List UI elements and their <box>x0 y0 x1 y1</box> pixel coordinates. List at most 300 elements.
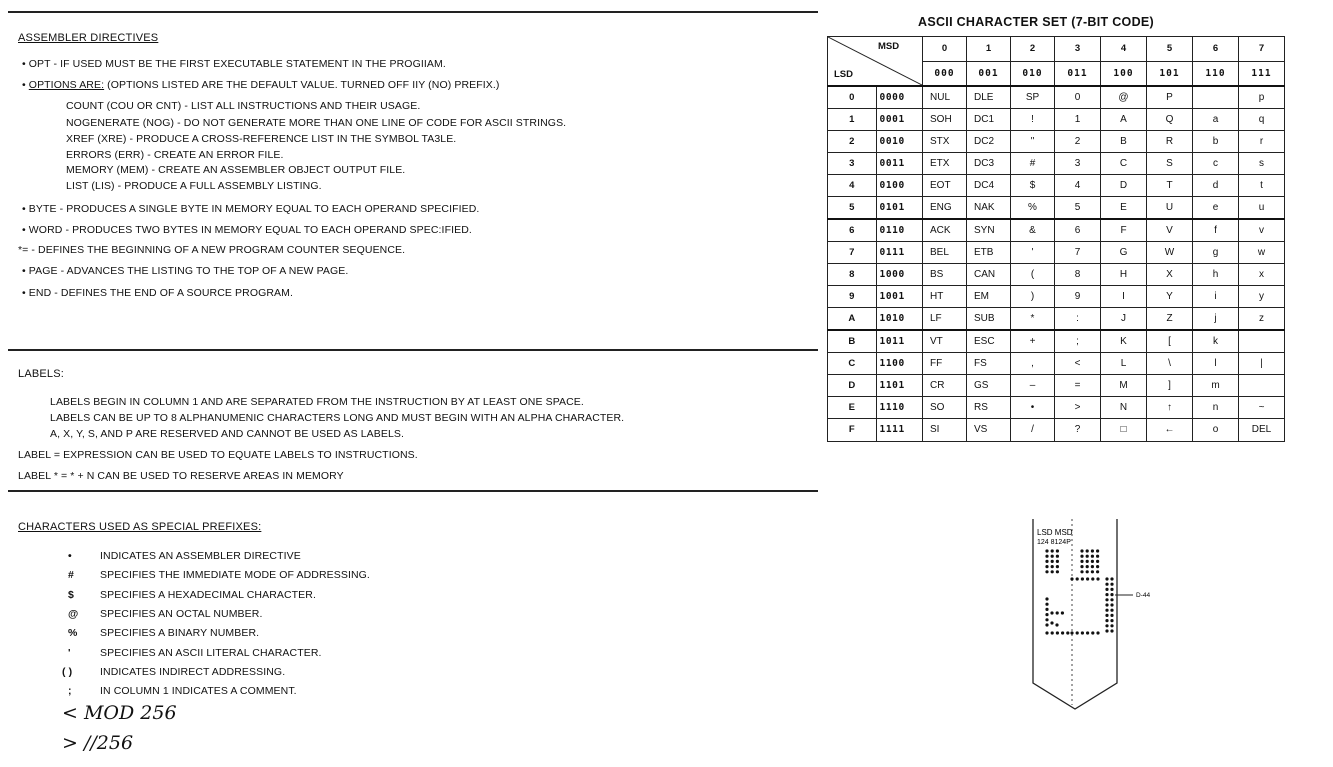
directive-line: COUNT (COU OR CNT) - LIST ALL INSTRUCTIONS AND THEIR USAGE. <box>66 100 421 112</box>
lsd-label: LSD <box>834 69 853 80</box>
msd-label: MSD <box>878 41 900 52</box>
matrix-dot <box>1056 560 1059 563</box>
ascii-cell: SO <box>923 397 967 419</box>
ascii-cell: ? <box>1055 419 1101 441</box>
options-label: OPTIONS ARE: <box>28 79 105 91</box>
lsd-digit: 7 <box>828 241 877 263</box>
ascii-cell: k <box>1193 330 1239 352</box>
msd-digit: 4 <box>1101 37 1147 62</box>
ascii-cell: SI <box>923 419 967 441</box>
matrix-dot <box>1096 577 1099 580</box>
lsd-digit: 9 <box>828 286 877 308</box>
matrix-dot <box>1091 549 1094 552</box>
matrix-dot <box>1110 577 1113 580</box>
ascii-cell: 3 <box>1055 153 1101 175</box>
matrix-dot <box>1056 549 1059 552</box>
ascii-cell: J <box>1101 308 1147 330</box>
lsd-bits: 0010 <box>876 130 923 152</box>
directive-line: • PAGE - ADVANCES THE LISTING TO THE TOP OF A NEW PAGE. <box>22 265 349 277</box>
lsd-digit: A <box>828 308 877 330</box>
ascii-cell <box>1193 86 1239 108</box>
msd-digit: 5 <box>1147 37 1193 62</box>
ascii-cell: DLE <box>967 86 1011 108</box>
labels-line: LABELS CAN BE UP TO 8 ALPHANUMENIC CHARACTERS LONG AND MUST BEGIN WITH AN ALPHA CHARACTER. <box>50 412 625 424</box>
matrix-dot <box>1105 583 1108 586</box>
ascii-cell: 6 <box>1055 219 1101 241</box>
matrix-dot <box>1080 549 1083 552</box>
matrix-dot <box>1080 570 1083 573</box>
matrix-dot <box>1045 613 1048 616</box>
matrix-dot <box>1110 619 1113 622</box>
ascii-cell: 8 <box>1055 264 1101 286</box>
ascii-cell: r <box>1239 130 1285 152</box>
matrix-dot <box>1056 570 1059 573</box>
lsd-bits: 1100 <box>876 352 923 374</box>
matrix-dot <box>1056 565 1059 568</box>
matrix-dot <box>1051 549 1054 552</box>
ascii-cell: SYN <box>967 219 1011 241</box>
matrix-dot <box>1091 560 1094 563</box>
ascii-cell: NAK <box>967 197 1011 219</box>
ascii-cell: P <box>1147 86 1193 108</box>
ascii-cell: e <box>1193 197 1239 219</box>
options-note: (OPTIONS LISTED ARE THE DEFAULT VALUE. TURNED OFF IIY (NO) PREFIX.) <box>104 79 500 91</box>
ascii-cell: • <box>1011 397 1055 419</box>
ascii-cell: DC1 <box>967 108 1011 130</box>
lsd-digit: 5 <box>828 197 877 219</box>
ascii-cell: BS <box>923 264 967 286</box>
matrix-dot <box>1110 614 1113 617</box>
matrix-dot <box>1045 597 1048 600</box>
ascii-cell: h <box>1193 264 1239 286</box>
ascii-cell: M <box>1101 374 1147 396</box>
ascii-cell: # <box>1011 153 1055 175</box>
msd-bits: 100 <box>1101 61 1147 86</box>
directive-line: NOGENERATE (NOG) - DO NOT GENERATE MORE THAN ONE LINE OF CODE FOR ASCII STRINGS. <box>66 117 567 129</box>
ascii-cell: S <box>1147 153 1193 175</box>
prefixes-title: CHARACTERS USED AS SPECIAL PREFIXES: <box>18 521 262 533</box>
ascii-cell: 7 <box>1055 241 1101 263</box>
ascii-cell: ! <box>1011 108 1055 130</box>
matrix-dot <box>1110 609 1113 612</box>
ascii-row <box>828 175 1285 197</box>
matrix-dot <box>1110 629 1113 632</box>
matrix-dot <box>1080 565 1083 568</box>
matrix-dot <box>1080 555 1083 558</box>
matrix-dot <box>1105 609 1108 612</box>
ascii-cell: o <box>1193 419 1239 441</box>
ascii-cell: l <box>1193 352 1239 374</box>
ascii-cell: 1 <box>1055 108 1101 130</box>
directive-line: LIST (LIS) - PRODUCE A FULL ASSEMBLY LISTING. <box>66 180 322 192</box>
matrix-dot <box>1045 565 1048 568</box>
msd-digit: 1 <box>967 37 1011 62</box>
ascii-cell: = <box>1055 374 1101 396</box>
matrix-dot <box>1091 555 1094 558</box>
ascii-row <box>828 330 1285 352</box>
prefix-symbol: $ <box>68 588 74 601</box>
lsd-bits: 0000 <box>876 86 923 108</box>
matrix-dot <box>1110 588 1113 591</box>
ascii-cell: w <box>1239 241 1285 263</box>
matrix-dot <box>1045 603 1048 606</box>
ascii-cell: Y <box>1147 286 1193 308</box>
matrix-dot <box>1050 621 1053 624</box>
matrix-dot <box>1086 565 1089 568</box>
ascii-cell: SUB <box>967 308 1011 330</box>
lsd-bits: 0001 <box>876 108 923 130</box>
matrix-dot <box>1105 588 1108 591</box>
lsd-bits: 1001 <box>876 286 923 308</box>
matrix-dot <box>1105 619 1108 622</box>
ascii-cell: : <box>1055 308 1101 330</box>
lsd-bits: 0110 <box>876 219 923 241</box>
figure-bits-label: 124 8124P <box>1037 539 1071 546</box>
ascii-row <box>828 397 1285 419</box>
ascii-cell: ← <box>1147 419 1193 441</box>
matrix-dot <box>1105 614 1108 617</box>
ascii-cell: m <box>1193 374 1239 396</box>
ascii-row <box>828 419 1285 441</box>
ascii-cell: □ <box>1101 419 1147 441</box>
ascii-cell: n <box>1193 397 1239 419</box>
matrix-dot <box>1105 577 1108 580</box>
matrix-dot <box>1051 555 1054 558</box>
labels-line: LABEL * = * + N CAN BE USED TO RESERVE AREAS IN MEMORY <box>18 470 344 482</box>
matrix-dot <box>1086 577 1089 580</box>
lsd-bits: 1010 <box>876 308 923 330</box>
ascii-row <box>828 286 1285 308</box>
matrix-dot <box>1045 618 1048 621</box>
ascii-cell: F <box>1101 219 1147 241</box>
ascii-cell: BEL <box>923 241 967 263</box>
directive-line: XREF (XRE) - PRODUCE A CROSS-REFERENCE LIST IN THE SYMBOL TA3LE. <box>66 133 457 145</box>
prefix-symbol: ; <box>68 685 72 698</box>
ascii-cell: d <box>1193 175 1239 197</box>
ascii-cell: A <box>1101 108 1147 130</box>
ascii-cell: y <box>1239 286 1285 308</box>
prefix-description: SPECIFIES A HEXADECIMAL CHARACTER. <box>100 588 316 601</box>
matrix-dot <box>1086 560 1089 563</box>
ascii-cell: H <box>1101 264 1147 286</box>
ascii-cell: L <box>1101 352 1147 374</box>
lsd-digit: 6 <box>828 219 877 241</box>
ascii-cell: q <box>1239 108 1285 130</box>
msd-digit: 0 <box>923 37 967 62</box>
ascii-row <box>828 86 1285 108</box>
ascii-row <box>828 352 1285 374</box>
msd-bits: 000 <box>923 61 967 86</box>
lsd-digit: 4 <box>828 175 877 197</box>
msd-digit: 7 <box>1239 37 1285 62</box>
lsd-bits: 1111 <box>876 419 923 441</box>
labels-line: A, X, Y, S, AND P ARE RESERVED AND CANNOT BE USED AS LABELS. <box>50 428 405 440</box>
ascii-cell: Z <box>1147 308 1193 330</box>
ascii-cell: 5 <box>1055 197 1101 219</box>
msd-bits: 110 <box>1193 61 1239 86</box>
matrix-dot <box>1091 565 1094 568</box>
matrix-dot <box>1091 631 1094 634</box>
matrix-dot <box>1061 611 1064 614</box>
matrix-dot <box>1056 611 1059 614</box>
ascii-cell: , <box>1011 352 1055 374</box>
divider-prefixes <box>8 490 818 492</box>
labels-title: LABELS: <box>18 368 65 380</box>
matrix-dot <box>1045 608 1048 611</box>
ascii-cell: $ <box>1011 175 1055 197</box>
matrix-dot <box>1045 623 1048 626</box>
ascii-row <box>828 374 1285 396</box>
ascii-cell: t <box>1239 175 1285 197</box>
ascii-row <box>828 308 1285 330</box>
matrix-dot <box>1051 570 1054 573</box>
ascii-cell: T <box>1147 175 1193 197</box>
ascii-cell: G <box>1101 241 1147 263</box>
ascii-cell: ETB <box>967 241 1011 263</box>
ascii-cell: 2 <box>1055 130 1101 152</box>
matrix-dot <box>1105 603 1108 606</box>
ascii-cell: b <box>1193 130 1239 152</box>
msd-digit: 2 <box>1011 37 1055 62</box>
ascii-cell: NUL <box>923 86 967 108</box>
bullet: • <box>22 79 29 91</box>
character-matrix-figure <box>1025 515 1195 715</box>
ascii-cell: D <box>1101 175 1147 197</box>
ascii-cell: ESC <box>967 330 1011 352</box>
matrix-dot <box>1070 631 1073 634</box>
lsd-digit: 1 <box>828 108 877 130</box>
prefix-description: SPECIFIES AN OCTAL NUMBER. <box>100 607 263 620</box>
msd-lsd-corner <box>828 37 923 87</box>
matrix-dot <box>1051 560 1054 563</box>
ascii-cell: EOT <box>923 175 967 197</box>
prefix-description: SPECIFIES A BINARY NUMBER. <box>100 627 260 640</box>
ascii-cell: ↑ <box>1147 397 1193 419</box>
lsd-bits: 0111 <box>876 241 923 263</box>
ascii-cell: V <box>1147 219 1193 241</box>
handwritten-note-1: < MOD 256 <box>62 702 177 724</box>
labels-line: LABEL = EXPRESSION CAN BE USED TO EQUATE LABELS TO INSTRUCTIONS. <box>18 449 418 461</box>
ascii-cell: i <box>1193 286 1239 308</box>
matrix-dot <box>1110 603 1113 606</box>
lsd-bits: 0011 <box>876 153 923 175</box>
ascii-cell: C <box>1101 153 1147 175</box>
prefix-symbol: # <box>68 569 74 582</box>
ascii-cell <box>1239 374 1285 396</box>
ascii-cell: DC3 <box>967 153 1011 175</box>
ascii-cell: FF <box>923 352 967 374</box>
figure-callout: D-44 <box>1136 592 1151 599</box>
ascii-cell: STX <box>923 130 967 152</box>
ascii-cell: ' <box>1011 241 1055 263</box>
ascii-cell: Q <box>1147 108 1193 130</box>
directive-line: • OPT - IF USED MUST BE THE FIRST EXECUTABLE STATEMENT IN THE PROGIIAM. <box>22 58 446 70</box>
prefix-symbol: @ <box>68 607 79 620</box>
lsd-digit: 8 <box>828 264 877 286</box>
lsd-bits: 1101 <box>876 374 923 396</box>
ascii-cell: 0 <box>1055 86 1101 108</box>
ascii-cell: K <box>1101 330 1147 352</box>
ascii-cell: ) <box>1011 286 1055 308</box>
ascii-cell: z <box>1239 308 1285 330</box>
lsd-bits: 0100 <box>876 175 923 197</box>
ascii-cell: c <box>1193 153 1239 175</box>
matrix-dot <box>1096 560 1099 563</box>
ascii-cell: FS <box>967 352 1011 374</box>
ascii-cell: < <box>1055 352 1101 374</box>
ascii-cell: * <box>1011 308 1055 330</box>
matrix-dot <box>1110 598 1113 601</box>
msd-bits: 001 <box>967 61 1011 86</box>
ascii-cell: g <box>1193 241 1239 263</box>
directive-line: MEMORY (MEM) - CREATE AN ASSEMBLER OBJECT OUTPUT FILE. <box>66 164 406 176</box>
ascii-cell: ENG <box>923 197 967 219</box>
matrix-dot <box>1110 583 1113 586</box>
lsd-digit: 3 <box>828 153 877 175</box>
ascii-cell: U <box>1147 197 1193 219</box>
matrix-dot <box>1105 593 1108 596</box>
directive-line: *= - DEFINES THE BEGINNING OF A NEW PROGRAM COUNTER SEQUENCE. <box>18 244 406 256</box>
ascii-row <box>828 108 1285 130</box>
msd-bits: 101 <box>1147 61 1193 86</box>
ascii-cell <box>1239 330 1285 352</box>
ascii-cell: ETX <box>923 153 967 175</box>
matrix-dot <box>1096 631 1099 634</box>
ascii-cell: x <box>1239 264 1285 286</box>
dot-matrix <box>1045 549 1113 634</box>
ascii-cell: GS <box>967 374 1011 396</box>
matrix-dot <box>1086 570 1089 573</box>
lsd-digit: C <box>828 352 877 374</box>
matrix-dot <box>1096 555 1099 558</box>
matrix-dot <box>1051 631 1054 634</box>
matrix-dot <box>1110 593 1113 596</box>
prefix-symbol: ' <box>68 646 71 659</box>
ascii-table <box>827 36 1285 442</box>
prefix-description: SPECIFIES AN ASCII LITERAL CHARACTER. <box>100 646 322 659</box>
prefix-symbol: % <box>68 627 78 640</box>
ascii-cell: ~ <box>1239 397 1285 419</box>
ascii-cell: RS <box>967 397 1011 419</box>
ascii-cell: \ <box>1147 352 1193 374</box>
matrix-dot <box>1086 549 1089 552</box>
matrix-dot <box>1056 555 1059 558</box>
matrix-dot <box>1045 631 1048 634</box>
prefix-description: INDICATES INDIRECT ADDRESSING. <box>100 665 286 678</box>
directive-line: • WORD - PRODUCES TWO BYTES IN MEMORY EQUAL TO EACH OPERAND SPEC:IFIED. <box>22 224 472 236</box>
matrix-dot <box>1045 555 1048 558</box>
ascii-cell: VS <box>967 419 1011 441</box>
ascii-cell: 4 <box>1055 175 1101 197</box>
lsd-digit: 2 <box>828 130 877 152</box>
ascii-cell: a <box>1193 108 1239 130</box>
ascii-cell: SOH <box>923 108 967 130</box>
matrix-dot <box>1105 629 1108 632</box>
ascii-cell: N <box>1101 397 1147 419</box>
ascii-cell: 9 <box>1055 286 1101 308</box>
matrix-dot <box>1045 570 1048 573</box>
matrix-dot <box>1061 631 1064 634</box>
matrix-dot <box>1091 577 1094 580</box>
prefix-symbol: ( ) <box>62 665 73 678</box>
matrix-dot <box>1105 624 1108 627</box>
ascii-cell: @ <box>1101 86 1147 108</box>
figure-top-label: LSD MSD <box>1037 528 1073 537</box>
divider-labels <box>8 349 818 351</box>
directive-line: • BYTE - PRODUCES A SINGLE BYTE IN MEMORY EQUAL TO EACH OPERAND SPECIFIED. <box>22 203 480 215</box>
ascii-cell: CAN <box>967 264 1011 286</box>
ascii-table-title: ASCII CHARACTER SET (7-BIT CODE) <box>918 15 1154 29</box>
ascii-row <box>828 197 1285 219</box>
msd-digit: 3 <box>1055 37 1101 62</box>
ascii-cell: + <box>1011 330 1055 352</box>
ascii-cell: HT <box>923 286 967 308</box>
ascii-cell: DC2 <box>967 130 1011 152</box>
matrix-dot <box>1086 555 1089 558</box>
lsd-bits: 1000 <box>876 264 923 286</box>
ascii-cell: & <box>1011 219 1055 241</box>
ascii-cell: > <box>1055 397 1101 419</box>
lsd-digit: E <box>828 397 877 419</box>
matrix-dot <box>1076 577 1079 580</box>
handwritten-note-2: > //256 <box>62 732 134 754</box>
ascii-cell: / <box>1011 419 1055 441</box>
ascii-cell: DC4 <box>967 175 1011 197</box>
matrix-dot <box>1096 565 1099 568</box>
lsd-digit: 0 <box>828 86 877 108</box>
ascii-cell: " <box>1011 130 1055 152</box>
msd-digit: 6 <box>1193 37 1239 62</box>
matrix-dot <box>1045 549 1048 552</box>
ascii-cell: u <box>1239 197 1285 219</box>
msd-bits: 010 <box>1011 61 1055 86</box>
matrix-dot <box>1051 565 1054 568</box>
ascii-cell: s <box>1239 153 1285 175</box>
ascii-row <box>828 219 1285 241</box>
ascii-cell: W <box>1147 241 1193 263</box>
matrix-dot <box>1055 623 1058 626</box>
ascii-cell: SP <box>1011 86 1055 108</box>
ascii-cell: X <box>1147 264 1193 286</box>
ascii-cell: % <box>1011 197 1055 219</box>
directives-title: ASSEMBLER DIRECTIVES <box>18 32 159 44</box>
lsd-digit: D <box>828 374 877 396</box>
matrix-dot <box>1096 549 1099 552</box>
ascii-cell: p <box>1239 86 1285 108</box>
divider-top <box>8 11 818 13</box>
matrix-dot <box>1096 570 1099 573</box>
ascii-row <box>828 241 1285 263</box>
matrix-dot <box>1081 631 1084 634</box>
ascii-cell: ( <box>1011 264 1055 286</box>
ascii-cell: ACK <box>923 219 967 241</box>
matrix-dot <box>1076 631 1079 634</box>
lsd-bits: 1011 <box>876 330 923 352</box>
ascii-cell: I <box>1101 286 1147 308</box>
matrix-dot <box>1045 560 1048 563</box>
ascii-cell: – <box>1011 374 1055 396</box>
lsd-digit: F <box>828 419 877 441</box>
matrix-dot <box>1080 560 1083 563</box>
msd-bits: 111 <box>1239 61 1285 86</box>
ascii-row <box>828 153 1285 175</box>
prefix-description: IN COLUMN 1 INDICATES A COMMENT. <box>100 685 297 698</box>
matrix-dot <box>1110 624 1113 627</box>
matrix-dot <box>1086 631 1089 634</box>
ascii-cell: f <box>1193 219 1239 241</box>
matrix-dot <box>1056 631 1059 634</box>
ascii-cell: B <box>1101 130 1147 152</box>
